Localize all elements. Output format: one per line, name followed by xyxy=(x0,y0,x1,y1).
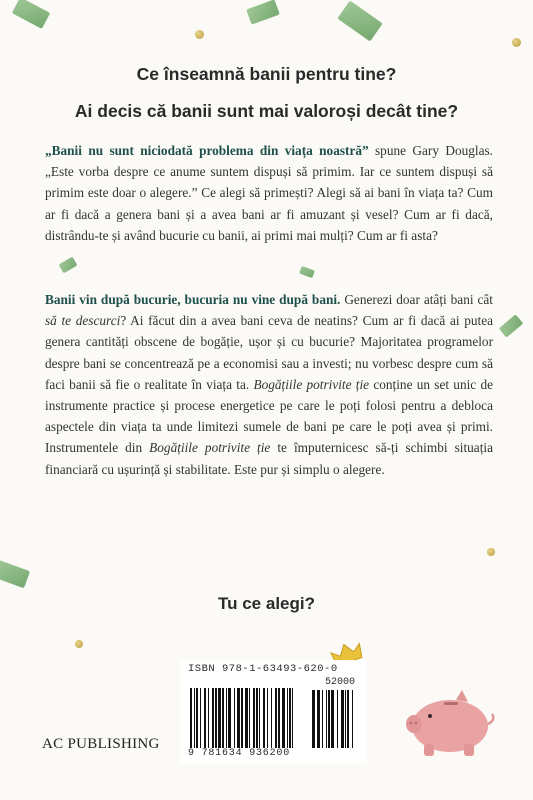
barcode xyxy=(180,660,367,764)
question-heading-1: Ce înseamnă banii pentru tine? xyxy=(136,64,397,84)
money-bill-icon xyxy=(499,314,524,337)
paragraph-2-text: ? Ai făcut din a avea bani ceva de neatins? Cum ar fi dacă ai putea genera cantități obscene de bogăție, ușor și cu bucurie? Majoritatea programelor despre bani se concentrează pe a economisi sau a investi; nu vorbesc despre cum să faci banii să fie o realitate în viața ta. xyxy=(45,313,493,392)
barcode-bars xyxy=(190,688,302,748)
isbn-label: ISBN 978-1-63493-620-0 xyxy=(188,663,338,675)
paragraph-2-text: te împuternicesc să-ți schimbi situația financiară cu ușurință și stabilitate. Este pur și simplu o alegere. xyxy=(45,440,493,477)
price-code: 52000 xyxy=(324,677,355,688)
paragraph-2-text: conține un set unic de instrumente practice și procese energetice pe care le poți folosi pentru a debloca aspectele din viața ta unde limitezi sumele de bani pe care le poți avea și primi. Instrumentele din xyxy=(45,376,493,456)
barcode-digits: 9 781634 936200 xyxy=(188,748,291,759)
money-bill-icon xyxy=(337,1,382,42)
coin-icon xyxy=(75,640,83,648)
money-bill-icon xyxy=(246,0,280,25)
coin-icon xyxy=(487,548,495,556)
money-bill-icon xyxy=(12,0,50,29)
publisher-logo: AC PUBLISHING xyxy=(42,736,160,752)
book-title-italic: Bogățiile potrivite ție xyxy=(253,376,370,392)
book-title-italic: Bogățiile potrivite ție xyxy=(149,440,271,456)
money-bill-icon xyxy=(299,266,315,278)
barcode-addon-bars xyxy=(312,690,356,748)
paragraph-1-highlight: „Banii nu sunt niciodată problema din viața noastră” xyxy=(45,143,369,158)
money-bill-icon xyxy=(59,257,78,274)
paragraph-2 xyxy=(45,289,493,480)
question-heading-2: Ai decis că banii sunt mai valoroși decât tine? xyxy=(74,101,459,121)
paragraph-1-text: spune Gary Douglas. „Este vorba despre ce anume suntem dispuși să primim. Iar ce suntem dispuși să primim este doar o alegere.” Ce alegi să primești? Alegi să ai bani în viața ta? Cum ar fi dacă a genera bani și a avea bani ar fi amuzant și vesel? Cum ar fi dacă, distrându-te și având bucurie cu banii, ai primi mai mulți? Cum ar fi asta? xyxy=(45,143,493,243)
paragraph-2-text: Generezi doar atâți bani cât xyxy=(340,292,493,307)
paragraph-2-italic: să te descurci xyxy=(45,313,121,329)
paragraph-1 xyxy=(45,140,493,246)
barcode-stripe xyxy=(353,690,354,748)
barcode-stripe xyxy=(293,688,295,748)
coin-icon xyxy=(195,30,204,39)
closing-question: Tu ce alegi? xyxy=(218,594,315,613)
paragraph-2-highlight: Banii vin după bucurie, bucuria nu vine după bani. xyxy=(45,292,341,307)
piggy-bank-icon xyxy=(404,688,496,760)
money-bill-icon xyxy=(0,560,30,589)
coin-icon xyxy=(512,38,521,47)
